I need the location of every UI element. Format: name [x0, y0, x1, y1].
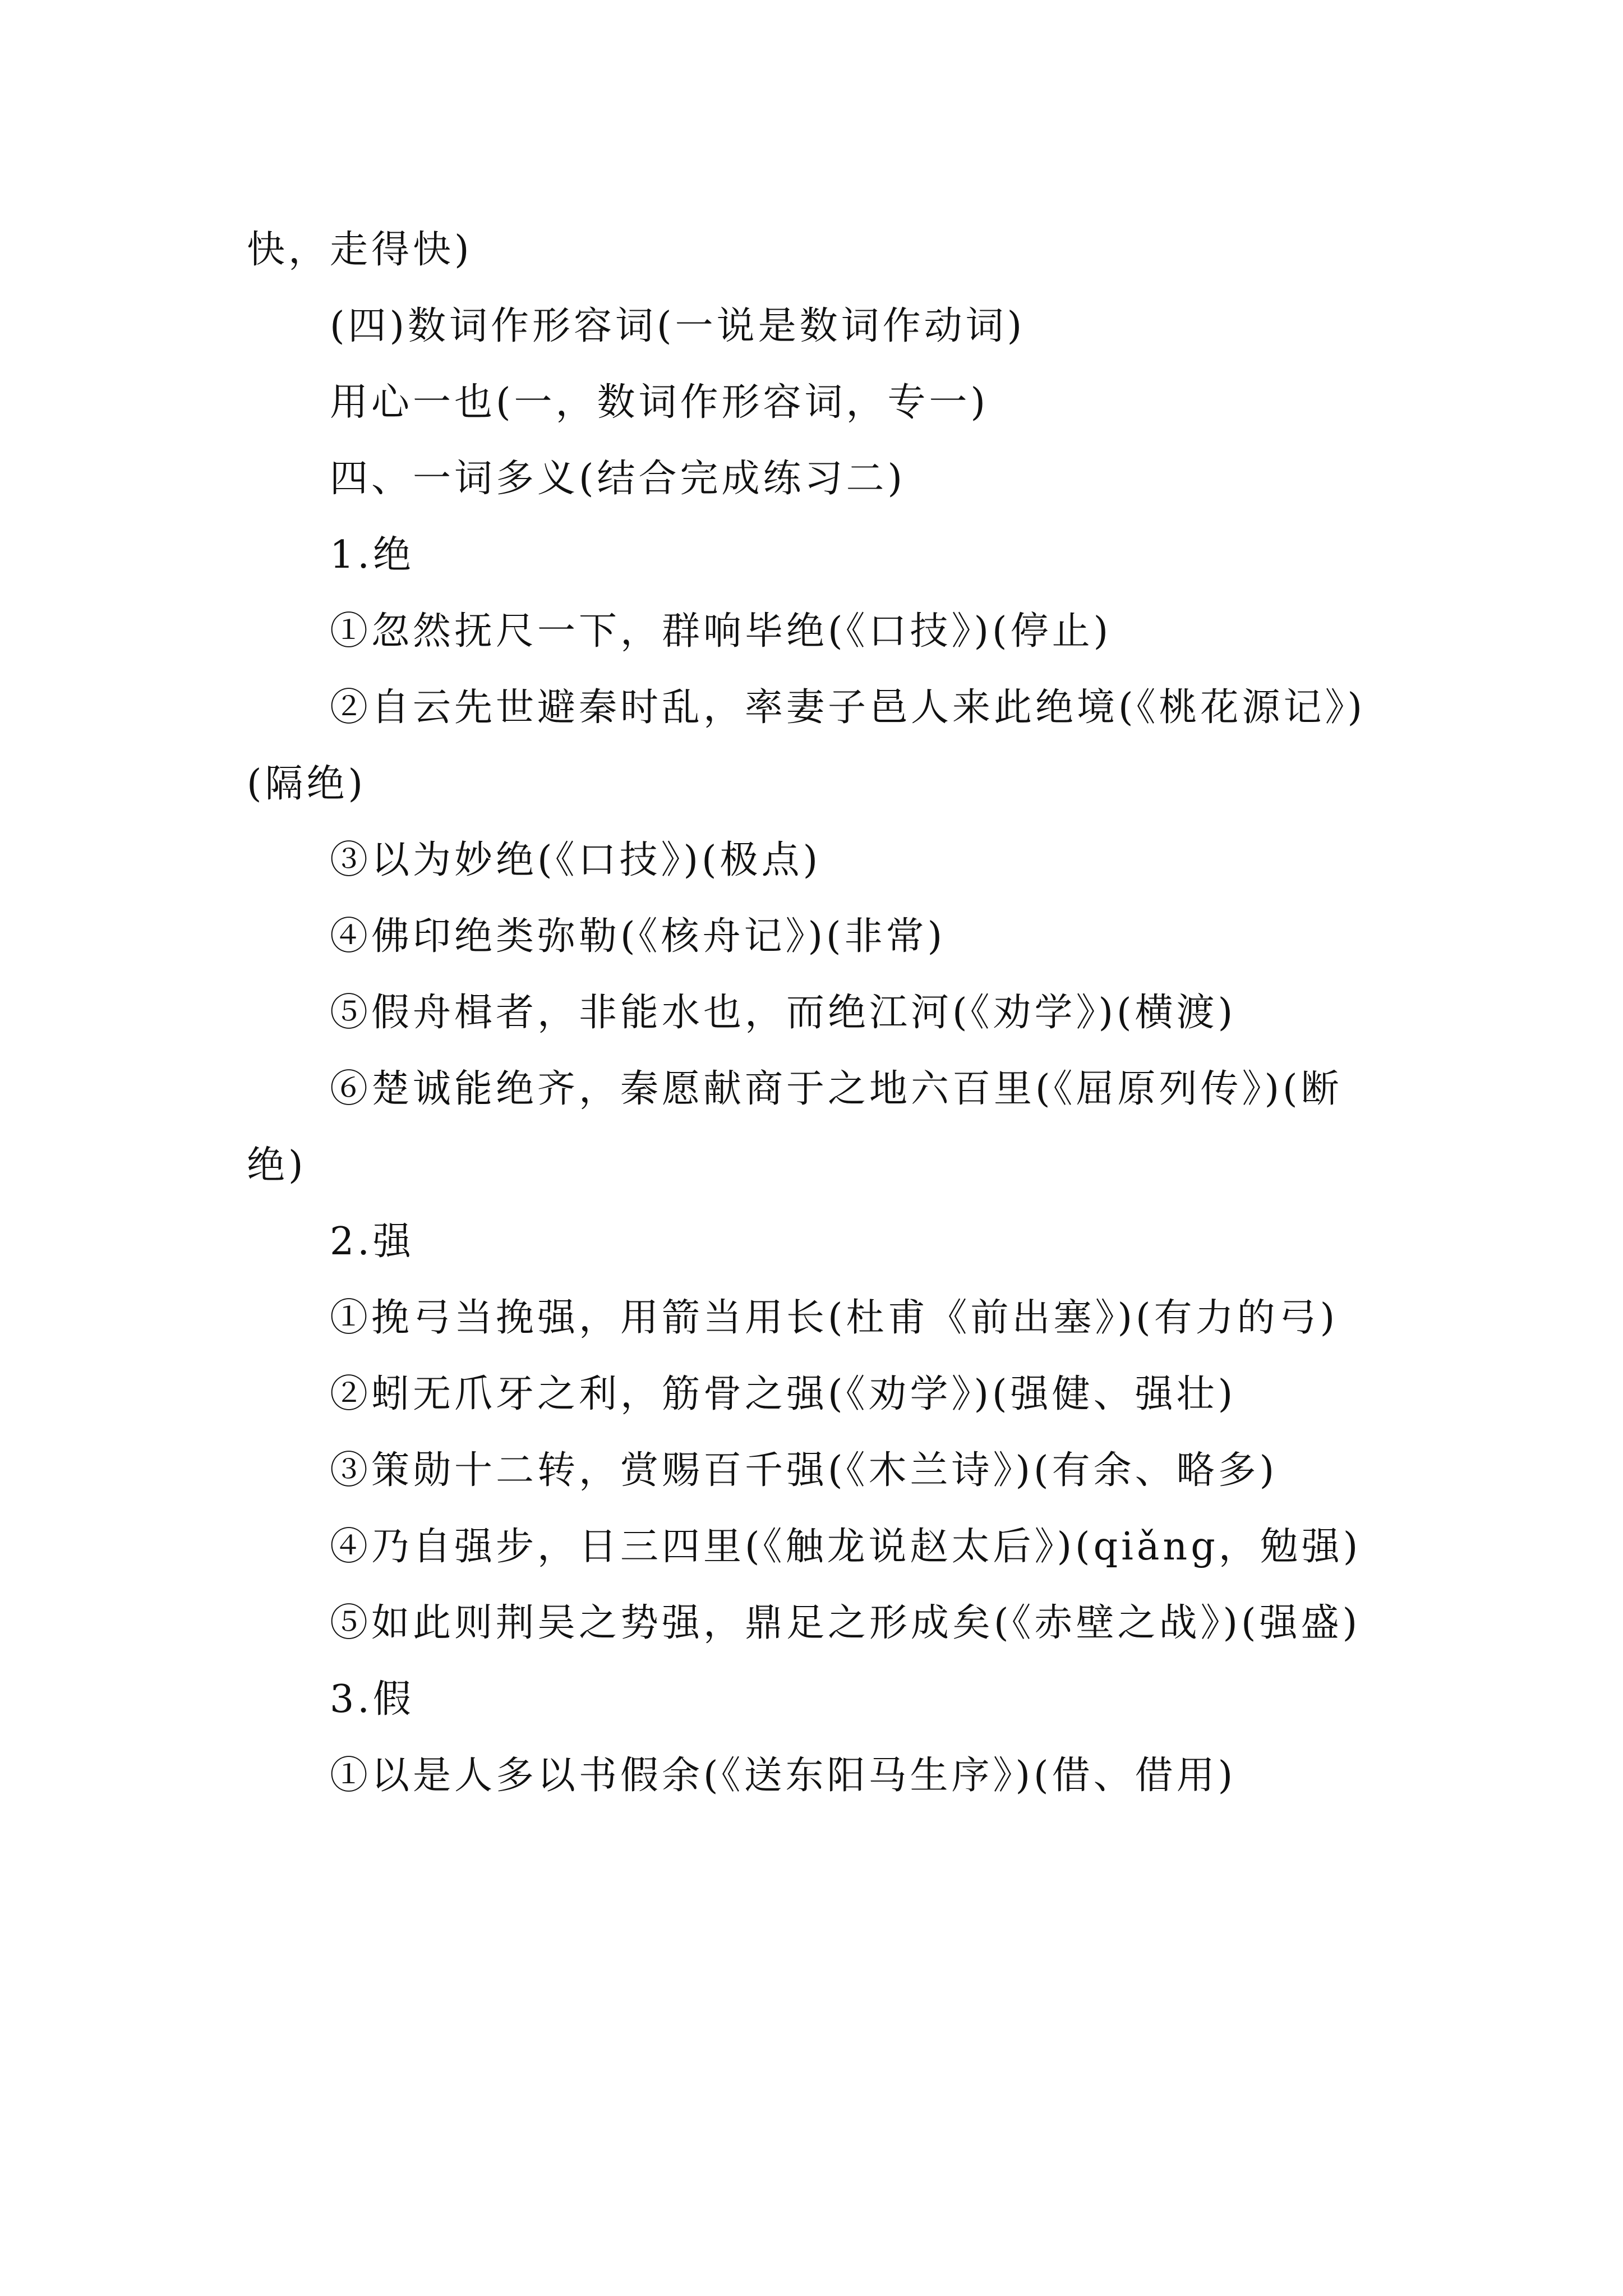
text-line: 用心一也(一，数词作形容词，专一) — [330, 380, 989, 425]
example-item: ③策勋十二转，赏赐百千强(《木兰诗》)(有余、略多) — [330, 1448, 1278, 1493]
subsection-heading: 3.假 — [330, 1677, 414, 1722]
example-item: ②蚓无爪牙之利，筋骨之强(《劝学》)(强健、强壮) — [330, 1372, 1237, 1416]
section-heading: (四)数词作形容词(一说是数词作动词) — [330, 304, 1026, 348]
example-item: ②自云先世避秦时乱，率妻子邑人来此绝境(《桃花源记》)(隔绝) — [247, 685, 1366, 806]
example-item: ③以为妙绝(《口技》)(极点) — [330, 838, 822, 882]
section-heading: 四、一词多义(结合完成练习二) — [330, 457, 906, 501]
example-item: ④乃自强步，日三四里(《触龙说赵太后》)(qiǎng，勉强) — [330, 1525, 1362, 1569]
document-body — [247, 212, 1385, 1814]
example-item: ⑤假舟楫者，非能水也，而绝江河(《劝学》)(横渡) — [330, 991, 1237, 1035]
subsection-heading: 1.绝 — [330, 533, 414, 577]
example-item: ①挽弓当挽强，用箭当用长(杜甫《前出塞》)(有力的弓) — [330, 1296, 1339, 1340]
example-item: ⑤如此则荆吴之势强，鼎足之形成矣(《赤壁之战》)(强盛) — [330, 1601, 1361, 1645]
example-item: ⑥楚诚能绝齐，秦愿献商于之地六百里(《屈原列传》)(断绝) — [247, 1067, 1343, 1188]
subsection-heading: 2.强 — [330, 1220, 414, 1264]
example-item: ④佛印绝类弥勒(《核舟记》)(非常) — [330, 914, 946, 959]
example-item: ①以是人多以书假余(《送东阳马生序》)(借、借用) — [330, 1754, 1237, 1798]
text-line: 快，走得快) — [247, 228, 473, 272]
example-item: ①忽然抚尺一下，群响毕绝(《口技》)(停止) — [330, 609, 1112, 654]
